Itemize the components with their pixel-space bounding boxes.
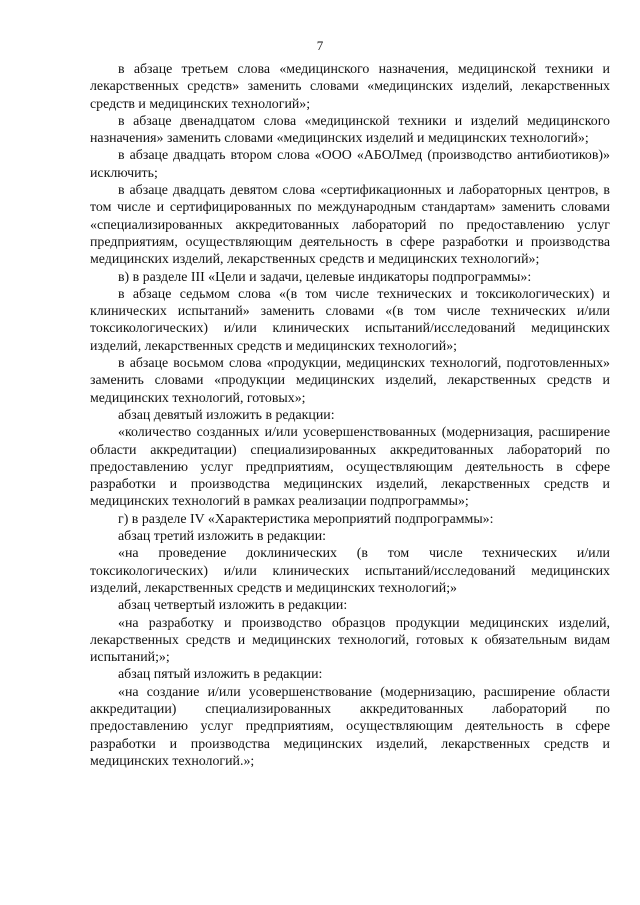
section-heading-g: г) в разделе IV «Характеристика мероприятий подпрограммы»: — [118, 511, 494, 527]
paragraph-2: в абзаце двенадцатом слова «медицинской техники и изделий медицинского назначения» заменить словами «медицинских изделий и медицинских технологий»; — [90, 113, 610, 147]
paragraph-3: в абзаце двадцать втором слова «ООО «АБОЛмед (производство антибиотиков)» исключить; — [90, 148, 610, 181]
paragraph-7: в абзаце восьмом слова «продукции, медицинских технологий, подготовленных» заменить словами «продукции медицинских изделий, лекарственных средств и медицинских технологий, готовых»; — [90, 356, 610, 406]
paragraph-4: в абзаце двадцать девятом слова «сертификационных и лабораторных центров, в том числе и сертифицированных по международным стандартам» заменить словами «специализированных аккредитованных лабораторий по предоставлению услуг предприятиям, осуществляющим деятельность в сфере разработки и производства медицинских изделий, лекарственных средств и медицинских технологий»; — [90, 183, 610, 268]
page-number: 7 — [316, 38, 324, 53]
paragraph-11: абзац третий изложить в редакции: — [118, 529, 327, 545]
paragraph-1: в абзаце третьем слова «медицинского назначения, медицинской техники и лекарственных средств» заменить словами «медицинских изделий, лекарственных средств и медицинских технологий»; — [90, 62, 610, 112]
paragraph-14: «на разработку и производство образцов продукции медицинских изделий, лекарственных средств и медицинских технологий, готовых к обязательным видам испытаний;»; — [90, 615, 610, 666]
paragraph-15: абзац пятый изложить в редакции: — [118, 667, 323, 683]
paragraph-8: абзац девятый изложить в редакции: — [118, 407, 335, 423]
paragraph-9: «количество созданных и/или усовершенствованных (модернизация, расширение области аккредитации) специализированных аккредитованных лабораторий по предоставлению услуг предприятиям, осуществляющим деятельность в сфере разработки и производства медицинских изделий, лекарственных средств и медицинских технологий в рамках реализации подпрограммы»; — [90, 425, 610, 510]
paragraph-13: абзац четвертый изложить в редакции: — [118, 598, 348, 614]
paragraph-12: «на проведение доклинических (в том числе технических и/или токсикологических) и/или клинических испытаний/исследований медицинских изделий, лекарственных средств и медицинских технологий;» — [90, 546, 610, 596]
paragraph-6: в абзаце седьмом слова «(в том числе технических и токсикологических) и клинических испытаний» заменить словами «(в том числе технических и/или токсикологических) и/или клинических испытаний/исследований медицинских изделий, лекарственных средств и медицинских технологий»; — [90, 286, 610, 354]
section-heading-v: в) в разделе III «Цели и задачи, целевые индикаторы подпрограммы»: — [118, 269, 532, 285]
paragraph-16: «на создание и/или усовершенствование (модернизацию, расширение области аккредитации) специализированных аккредитованных лабораторий по предоставлению услуг предприятиям, осуществляющим деятельность в сфере разработки и производства медицинских изделий, лекарственных средств и медицинских технологий.»; — [90, 684, 610, 769]
document-body — [90, 61, 610, 770]
